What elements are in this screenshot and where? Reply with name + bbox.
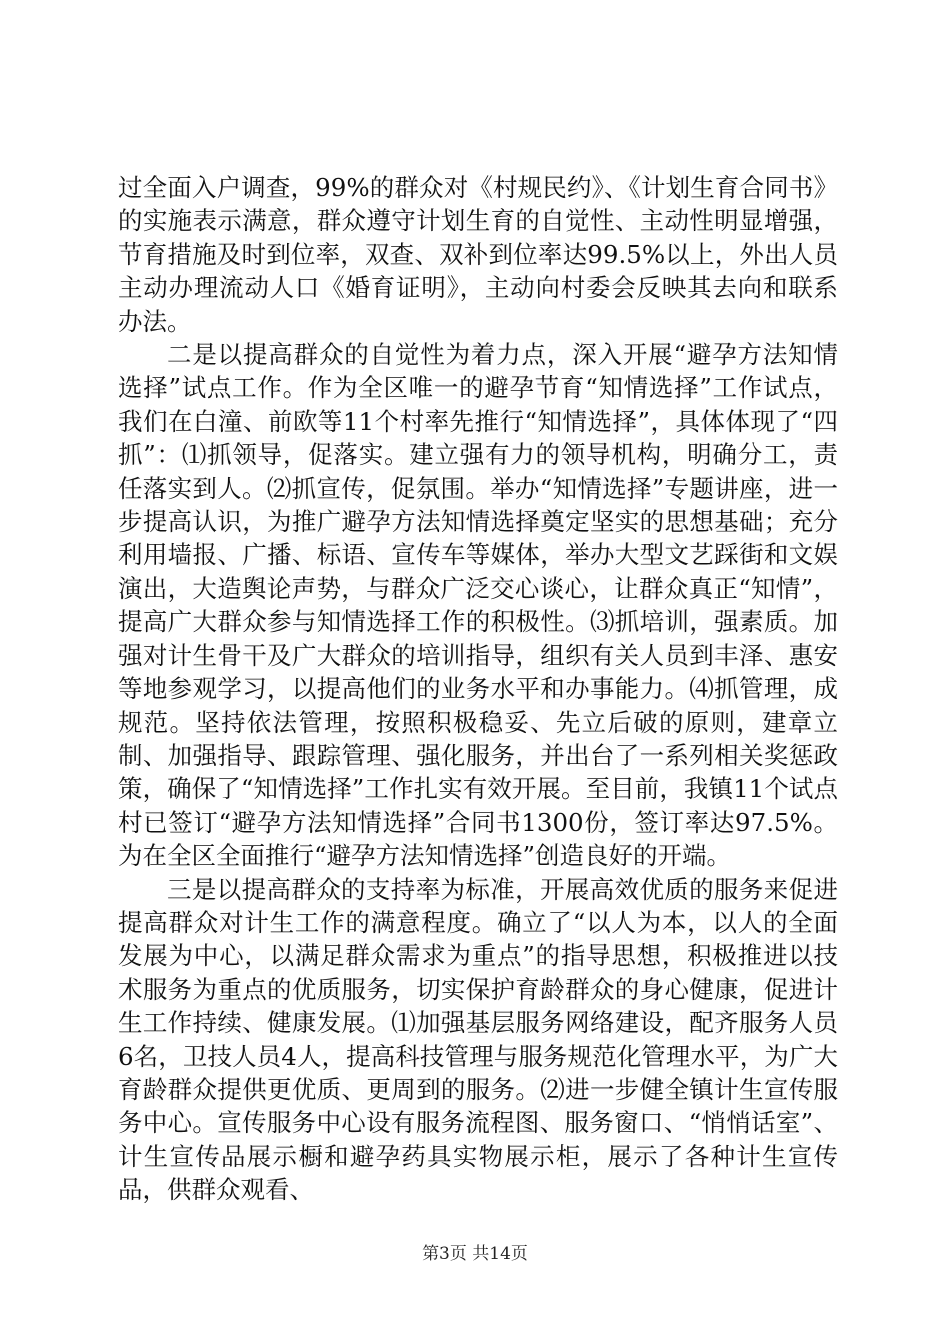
- page-number-footer: 第3页 共14页: [422, 1244, 528, 1264]
- paragraph-1: 过全面入户调查，99%的群众对《村规民约》、《计划生育合同书》的实施表示满意，群众遵守计划生育的自觉性、主动性明显增强，节育措施及时到位率，双查、双补到位率达99.5%以上，外出人员主动办理流动人口《婚育证明》，主动向村委会反映其去向和联系办法。: [118, 173, 838, 336]
- paragraph-2: 二是以提高群众的自觉性为着力点，深入开展“避孕方法知情选择”试点工作。作为全区唯一的避孕节育“知情选择”工作试点，我们在白潼、前欧等11个村率先推行“知情选择”，具体体现了“四抓”：⑴抓领导，促落实。建立强有力的领导机构，明确分工，责任落实到人。⑵抓宣传，促氛围。举办“知情选择”专题讲座，进一步提高认识，为推广避孕方法知情选择奠定坚实的思想基础；充分利用墙报、广播、标语、宣传车等媒体，举办大型文艺踩街和文娱演出，大造舆论声势，与群众广泛交心谈心，让群众真正“知情”，提高广大群众参与知情选择工作的积极性。⑶抓培训，强素质。加强对计生骨干及广大群众的培训指导，组织有关人员到丰泽、惠安等地参观学习，以提高他们的业务水平和办事能力。⑷抓管理，成规范。坚持依法管理，按照积极稳妥、先立后破的原则，建章立制、加强指导、跟踪管理、强化服务，并出台了一系列相关奖惩政策，确保了“知情选择”工作扎实有效开展。至目前，我镇11个试点村已签订“避孕方法知情选择”合同书1300份，签订率达97.5%。为在全区全面推行“避孕方法知情选择”创造良好的开端。: [118, 340, 838, 871]
- document-body: [118, 171, 838, 1207]
- paragraph-3: 三是以提高群众的支持率为标准，开展高效优质的服务来促进提高群众对计生工作的满意程度。确立了“以人为本，以人的全面发展为中心，以满足群众需求为重点”的指导思想，积极推进以技术服务为重点的优质服务，切实保护育龄群众的身心健康，促进计生工作持续、健康发展。⑴加强基层服务网络建设，配齐服务人员6名，卫技人员4人，提高科技管理与服务规范化管理水平，为广大育龄群众提供更优质、更周到的服务。⑵进一步健全镇计生宣传服务中心。宣传服务中心设有服务流程图、服务窗口、“悄悄话室”、计生宣传品展示橱和避孕药具实物展示柜，展示了各种计生宣传品，供群众观看、: [118, 874, 838, 1205]
